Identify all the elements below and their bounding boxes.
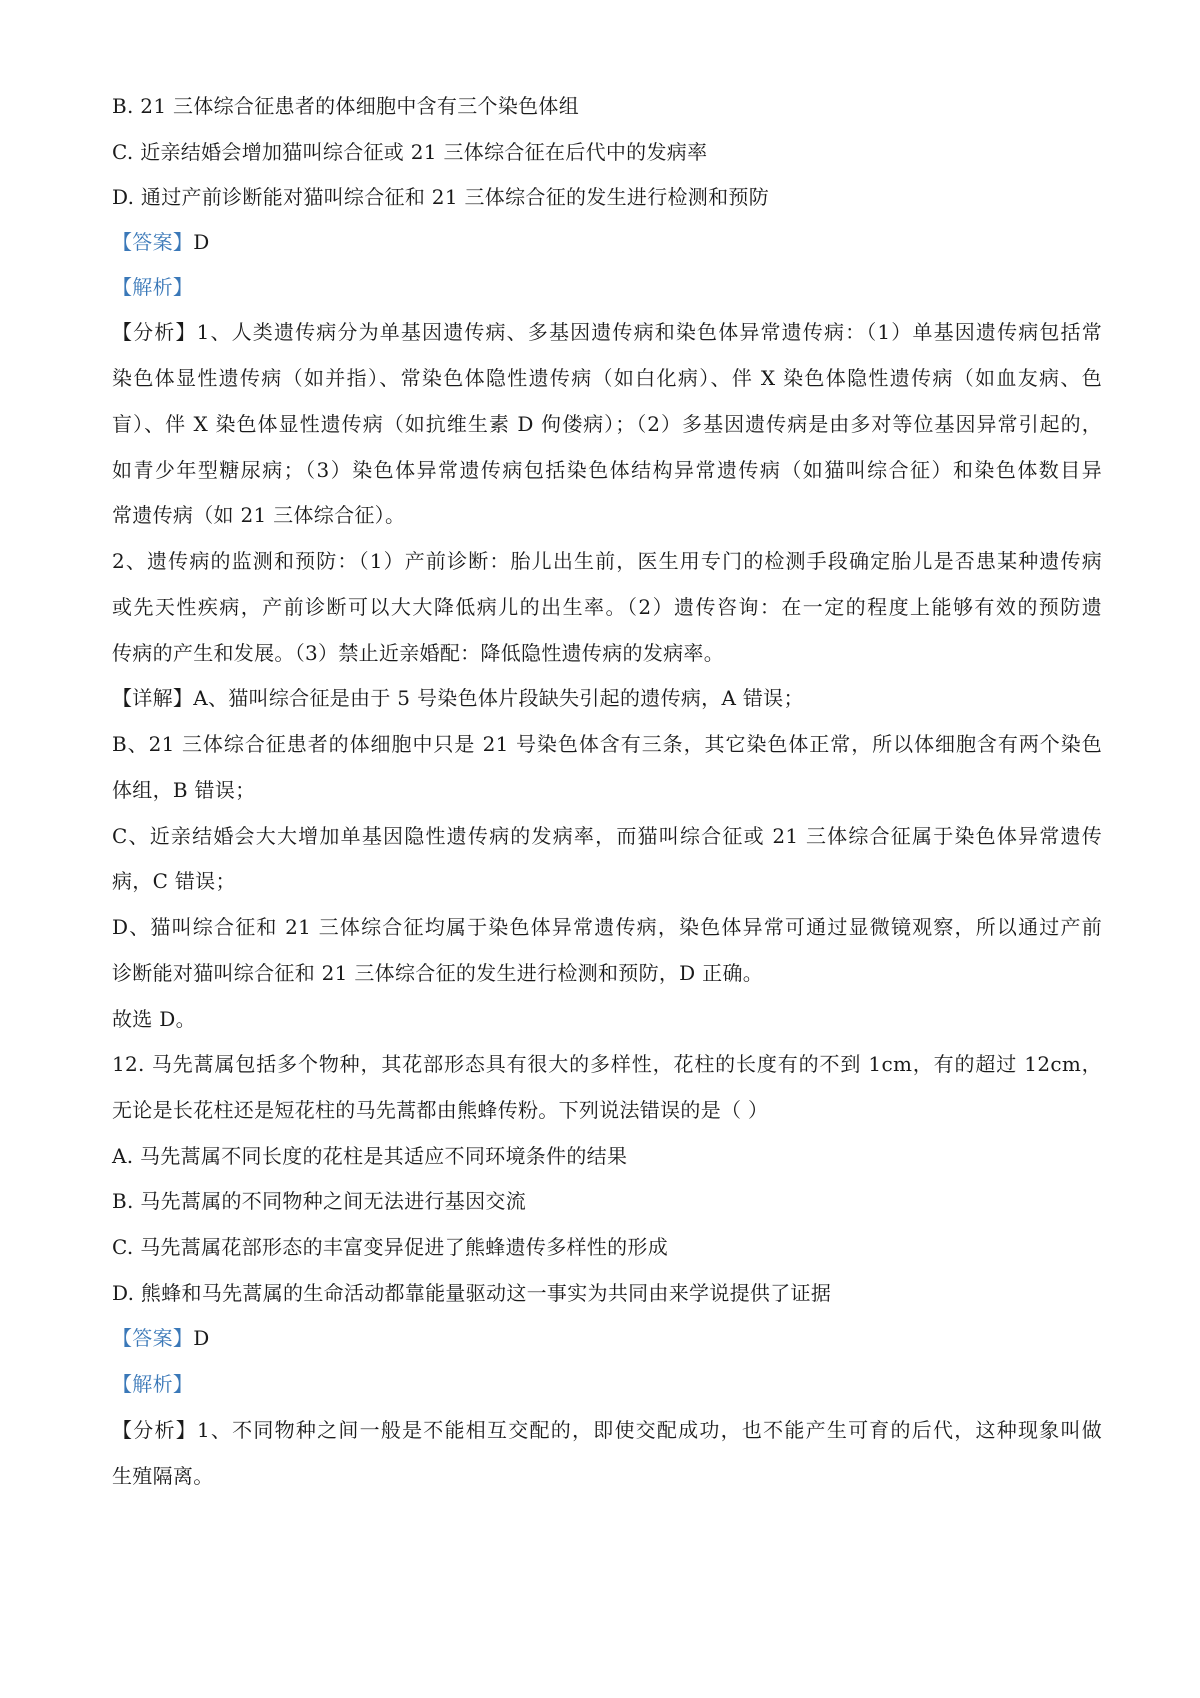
q11-xiangjie-line: D、猫叫综合征和 21 三体综合征均属于染色体异常遗传病，染色体异常可通过显微镜观察，所以通过产前 — [112, 915, 1102, 939]
q11-fenxi-line: 2、遗传病的监测和预防：（1）产前诊断：胎儿出生前，医生用专门的检测手段确定胎儿是否患某种遗传病 — [112, 549, 1102, 573]
q11-xiangjie-line: 诊断能对猫叫综合征和 21 三体综合征的发生进行检测和预防，D 正确。 — [112, 961, 764, 985]
q12-option-a: A. 马先蒿属不同长度的花柱是其适应不同环境条件的结果 — [112, 1144, 628, 1168]
q12-option-c: C. 马先蒿属花部形态的丰富变异促进了熊蜂遗传多样性的形成 — [112, 1235, 669, 1259]
q12-fenxi-line: 【分析】1、不同物种之间一般是不能相互交配的，即使交配成功，也不能产生可育的后代，这种现象叫做 — [112, 1418, 1102, 1442]
q11-fenxi-line: 传病的产生和发展。（3）禁止近亲婚配：降低隐性遗传病的发病率。 — [112, 641, 725, 665]
q11-fenxi-line: 或先天性疾病，产前诊断可以大大降低病儿的出生率。（2）遗传咨询：在一定的程度上能够有效的预防遗 — [112, 595, 1102, 619]
q12-analysis-tag: 【解析】 — [112, 1372, 194, 1396]
answer-tag: 【答案】 — [112, 230, 194, 254]
q12-option-d: D. 熊蜂和马先蒿属的生命活动都靠能量驱动这一事实为共同由来学说提供了证据 — [112, 1281, 832, 1305]
q11-fenxi-line: 常遗传病（如 21 三体综合征）。 — [112, 503, 406, 527]
q12-answer — [112, 1324, 1102, 1352]
q11-fenxi-line: 染色体显性遗传病（如并指）、常染色体隐性遗传病（如白化病）、伴 X 染色体隐性遗传病（如血友病、色 — [112, 366, 1102, 390]
q12-stem-line: 无论是长花柱还是短花柱的马先蒿都由熊蜂传粉。下列说法错误的是（ ） — [112, 1098, 769, 1122]
answer-value: D — [193, 230, 210, 254]
q11-xiangjie-line: 病，C 错误； — [112, 869, 236, 893]
q11-xiangjie-line: 体组，B 错误； — [112, 778, 256, 802]
q11-fenxi-line: 如青少年型糖尿病；（3）染色体异常遗传病包括染色体结构异常遗传病（如猫叫综合征）和染色体数目异 — [112, 458, 1102, 482]
q11-option-b: B. 21 三体综合征患者的体细胞中含有三个染色体组 — [112, 94, 580, 118]
q11-xiangjie-line: 故选 D。 — [112, 1007, 196, 1031]
q11-answer — [112, 228, 1102, 256]
answer-tag: 【答案】 — [112, 1326, 194, 1350]
q11-fenxi-line: 【分析】1、人类遗传病分为单基因遗传病、多基因遗传病和染色体异常遗传病：（1）单基因遗传病包括常 — [112, 320, 1102, 344]
q11-xiangjie-line: C、近亲结婚会大大增加单基因隐性遗传病的发病率，而猫叫综合征或 21 三体综合征属于染色体异常遗传 — [112, 824, 1102, 848]
q11-fenxi-line: 盲）、伴 X 染色体显性遗传病（如抗维生素 D 佝偻病）；（2）多基因遗传病是由多对等位基因异常引起的， — [112, 412, 1102, 436]
q12-stem-line: 12. 马先蒿属包括多个物种，其花部形态具有很大的多样性，花柱的长度有的不到 1cm，有的超过 12cm， — [112, 1052, 1102, 1076]
q11-xiangjie-line: B、21 三体综合征患者的体细胞中只是 21 号染色体含有三条，其它染色体正常，所以体细胞含有两个染色 — [112, 732, 1102, 756]
q11-xiangjie-line: 【详解】A、猫叫综合征是由于 5 号染色体片段缺失引起的遗传病，A 错误； — [112, 686, 804, 710]
q11-option-d: D. 通过产前诊断能对猫叫综合征和 21 三体综合征的发生进行检测和预防 — [112, 185, 770, 209]
q12-option-b: B. 马先蒿属的不同物种之间无法进行基因交流 — [112, 1189, 527, 1213]
q11-analysis-tag: 【解析】 — [112, 275, 194, 299]
q11-option-c: C. 近亲结婚会增加猫叫综合征或 21 三体综合征在后代中的发病率 — [112, 140, 708, 164]
q12-fenxi-line: 生殖隔离。 — [112, 1464, 214, 1488]
answer-value: D — [193, 1326, 210, 1350]
